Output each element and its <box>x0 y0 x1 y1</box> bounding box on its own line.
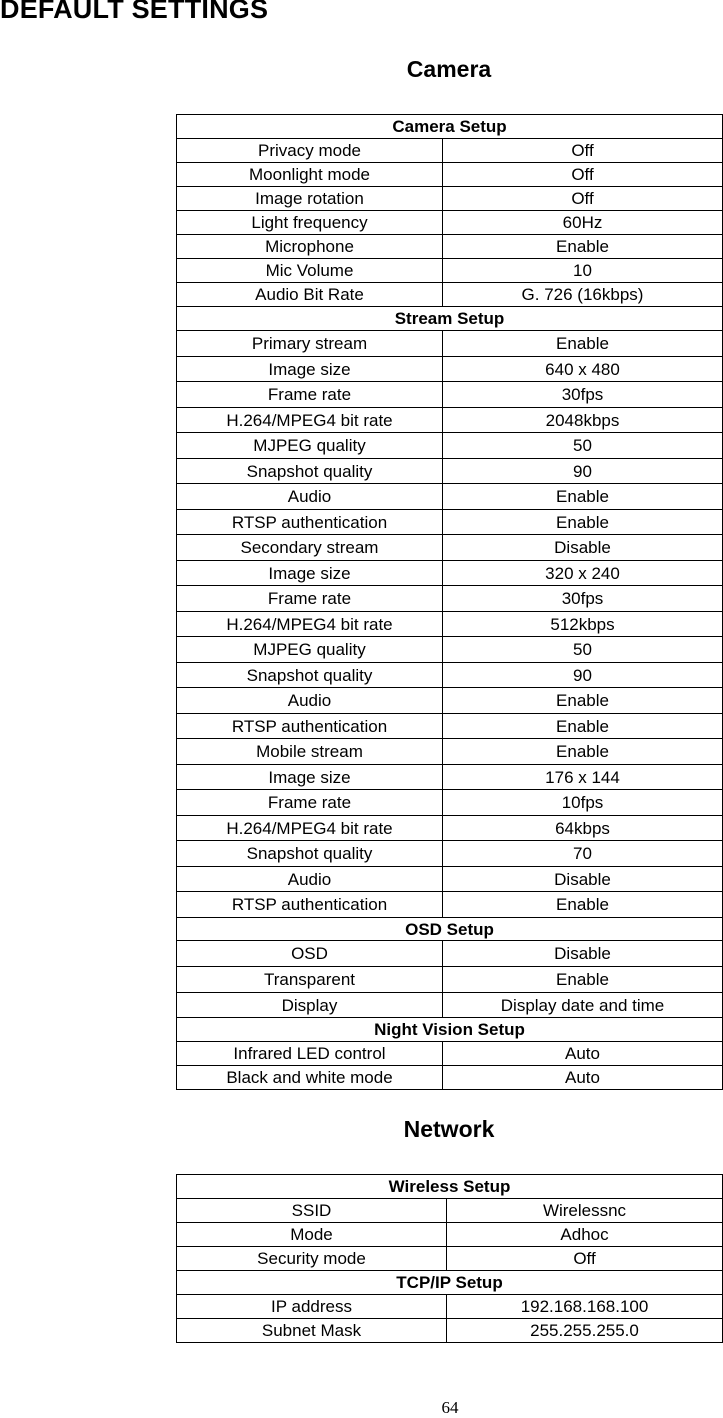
setting-value: 192.168.168.100 <box>447 1295 723 1319</box>
table-row <box>177 586 723 612</box>
table-row <box>177 1042 723 1066</box>
setting-value: Enable <box>443 235 723 259</box>
table-row <box>177 967 723 993</box>
setting-label: Image rotation <box>177 187 443 211</box>
table-row <box>177 816 723 841</box>
setting-label: Frame rate <box>177 382 443 408</box>
group-header-row <box>177 307 723 331</box>
setting-value: 320 x 240 <box>443 561 723 586</box>
group-title-night-vision-setup: Night Vision Setup <box>177 1018 723 1042</box>
setting-value: Disable <box>443 867 723 892</box>
table-row <box>177 259 723 283</box>
setting-label: Snapshot quality <box>177 663 443 688</box>
setting-value: Enable <box>443 331 723 357</box>
setting-label: Black and white mode <box>177 1066 443 1090</box>
camera-settings-table <box>176 114 723 1090</box>
setting-label: MJPEG quality <box>177 433 443 459</box>
table-row <box>177 535 723 561</box>
setting-label: Security mode <box>177 1247 447 1271</box>
setting-label: H.264/MPEG4 bit rate <box>177 816 443 841</box>
setting-label: Microphone <box>177 235 443 259</box>
setting-value: 640 x 480 <box>443 357 723 382</box>
setting-label: Snapshot quality <box>177 459 443 484</box>
setting-label: Image size <box>177 561 443 586</box>
setting-label: Secondary stream <box>177 535 443 561</box>
setting-value: 10 <box>443 259 723 283</box>
table-row <box>177 941 723 967</box>
setting-label: Subnet Mask <box>177 1319 447 1343</box>
setting-value: 60Hz <box>443 211 723 235</box>
setting-value: 50 <box>443 433 723 459</box>
setting-label: H.264/MPEG4 bit rate <box>177 408 443 433</box>
setting-value: 30fps <box>443 586 723 612</box>
table-row <box>177 637 723 663</box>
setting-label: MJPEG quality <box>177 637 443 663</box>
table-row <box>177 331 723 357</box>
setting-value: Disable <box>443 535 723 561</box>
table-row <box>177 688 723 714</box>
setting-label: RTSP authentication <box>177 714 443 739</box>
group-header-row <box>177 1271 723 1295</box>
table-row <box>177 561 723 586</box>
setting-value: 10fps <box>443 790 723 816</box>
setting-label: Light frequency <box>177 211 443 235</box>
setting-value: Enable <box>443 739 723 765</box>
setting-label: Transparent <box>177 967 443 993</box>
group-title-stream-setup: Stream Setup <box>177 307 723 331</box>
table-row <box>177 867 723 892</box>
setting-label: Privacy mode <box>177 139 443 163</box>
setting-label: Image size <box>177 357 443 382</box>
table-row <box>177 139 723 163</box>
setting-label: Mic Volume <box>177 259 443 283</box>
setting-value: Auto <box>443 1066 723 1090</box>
table-row <box>177 408 723 433</box>
table-row <box>177 1066 723 1090</box>
table-row <box>177 663 723 688</box>
setting-value: 255.255.255.0 <box>447 1319 723 1343</box>
setting-value: Enable <box>443 484 723 510</box>
setting-value: Off <box>447 1247 723 1271</box>
setting-label: Frame rate <box>177 586 443 612</box>
setting-label: Infrared LED control <box>177 1042 443 1066</box>
table-row <box>177 484 723 510</box>
setting-value: Wirelessnc <box>447 1199 723 1223</box>
setting-label: IP address <box>177 1295 447 1319</box>
setting-value: 90 <box>443 663 723 688</box>
setting-value: Enable <box>443 510 723 535</box>
table-row <box>177 187 723 211</box>
setting-value: Auto <box>443 1042 723 1066</box>
setting-label: Snapshot quality <box>177 841 443 867</box>
table-row <box>177 382 723 408</box>
setting-value: Off <box>443 187 723 211</box>
setting-label: Audio <box>177 484 443 510</box>
setting-label: Display <box>177 993 443 1018</box>
camera-section-title: Camera <box>406 56 492 82</box>
group-title-wireless-setup: Wireless Setup <box>177 1175 723 1199</box>
setting-label: Frame rate <box>177 790 443 816</box>
setting-value: 176 x 144 <box>443 765 723 790</box>
setting-value: Enable <box>443 688 723 714</box>
page-title: DEFAULT SETTINGS <box>0 0 269 24</box>
table-row <box>177 163 723 187</box>
setting-value: 64kbps <box>443 816 723 841</box>
table-row <box>177 357 723 382</box>
page-number: 64 <box>441 1398 459 1417</box>
setting-label: Primary stream <box>177 331 443 357</box>
setting-value: 512kbps <box>443 612 723 637</box>
network-section-title: Network <box>403 1116 495 1142</box>
setting-label: Audio <box>177 867 443 892</box>
setting-label: Audio Bit Rate <box>177 283 443 307</box>
setting-value: Display date and time <box>443 993 723 1018</box>
setting-value: Off <box>443 163 723 187</box>
table-row <box>177 211 723 235</box>
table-row <box>177 790 723 816</box>
setting-value: 90 <box>443 459 723 484</box>
setting-label: Mobile stream <box>177 739 443 765</box>
setting-value: 30fps <box>443 382 723 408</box>
group-title-camera-setup: Camera Setup <box>177 115 723 139</box>
table-row <box>177 993 723 1018</box>
setting-label: Audio <box>177 688 443 714</box>
setting-label: H.264/MPEG4 bit rate <box>177 612 443 637</box>
setting-label: RTSP authentication <box>177 510 443 535</box>
setting-label: OSD <box>177 941 443 967</box>
setting-label: SSID <box>177 1199 447 1223</box>
setting-value: 50 <box>443 637 723 663</box>
table-row <box>177 1319 723 1343</box>
table-row <box>177 1223 723 1247</box>
group-header-row <box>177 115 723 139</box>
setting-value: 70 <box>443 841 723 867</box>
table-row <box>177 510 723 535</box>
setting-value: 2048kbps <box>443 408 723 433</box>
setting-value: Enable <box>443 892 723 918</box>
setting-value: Off <box>443 139 723 163</box>
setting-value: Disable <box>443 941 723 967</box>
setting-label: Image size <box>177 765 443 790</box>
setting-value: Enable <box>443 967 723 993</box>
table-row <box>177 1199 723 1223</box>
table-row <box>177 433 723 459</box>
table-row <box>177 612 723 637</box>
table-row <box>177 892 723 918</box>
table-row <box>177 1295 723 1319</box>
setting-label: Moonlight mode <box>177 163 443 187</box>
table-row <box>177 283 723 307</box>
group-title-tcp-ip-setup: TCP/IP Setup <box>177 1271 723 1295</box>
group-header-row <box>177 918 723 941</box>
table-row <box>177 714 723 739</box>
table-row <box>177 765 723 790</box>
table-row <box>177 1247 723 1271</box>
table-row <box>177 739 723 765</box>
setting-value: G. 726 (16kbps) <box>443 283 723 307</box>
group-title-osd-setup: OSD Setup <box>177 918 723 941</box>
table-row <box>177 459 723 484</box>
table-row <box>177 841 723 867</box>
setting-label: Mode <box>177 1223 447 1247</box>
setting-value: Enable <box>443 714 723 739</box>
setting-label: RTSP authentication <box>177 892 443 918</box>
network-settings-table <box>176 1174 723 1343</box>
setting-value: Adhoc <box>447 1223 723 1247</box>
group-header-row <box>177 1175 723 1199</box>
group-header-row <box>177 1018 723 1042</box>
table-row <box>177 235 723 259</box>
